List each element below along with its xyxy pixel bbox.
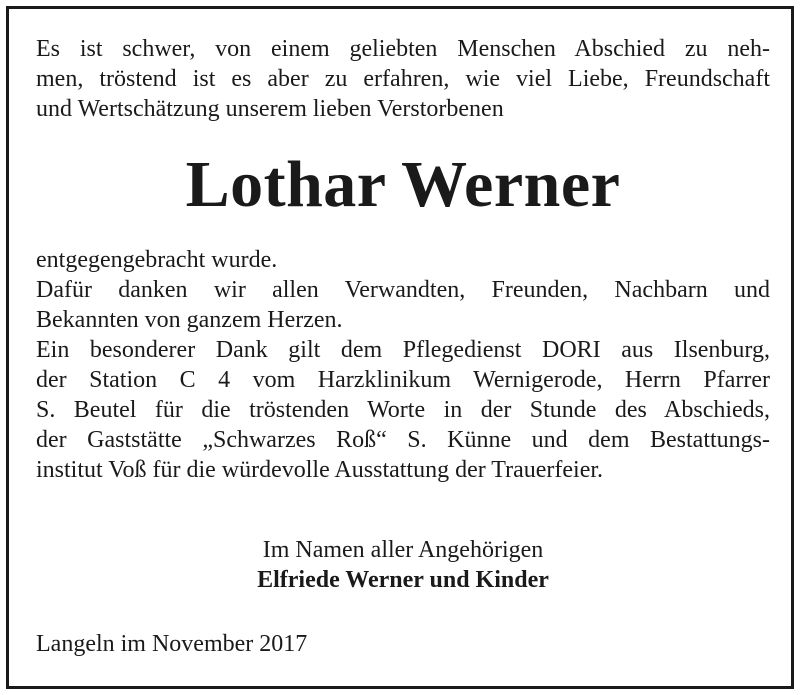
body-line-4: Ein besonderer Dank gilt dem Pflegedienst DORI aus Ilsenburg, — [36, 337, 770, 363]
signature-line-1: Im Namen aller Angehörigen — [262, 537, 544, 563]
intro-line-1: Es ist schwer, von einem geliebten Menschen Abschied zu neh- — [36, 36, 770, 62]
signature-line-2: Elfriede Werner und Kinder — [257, 567, 549, 593]
obituary-notice — [6, 6, 794, 689]
deceased-name: Lothar Werner — [185, 148, 621, 221]
body-line-5: der Station C 4 vom Harzklinikum Wernigerode, Herrn Pfarrer — [36, 367, 770, 393]
body-line-7: der Gaststätte „Schwarzes Roß“ S. Künne und dem Bestattungs- — [36, 427, 770, 453]
body-line-3: Bekannten von ganzem Herzen. — [36, 307, 343, 333]
body-line-6: S. Beutel für die tröstenden Worte in der Stunde des Abschieds, — [36, 397, 770, 423]
intro-line-2: men, tröstend ist es aber zu erfahren, wie viel Liebe, Freundschaft — [36, 66, 770, 92]
intro-line-3: und Wertschätzung unserem lieben Verstorbenen — [36, 96, 504, 122]
place-date: Langeln im November 2017 — [36, 631, 308, 657]
body-line-1: entgegengebracht wurde. — [36, 247, 278, 273]
body-line-8: institut Voß für die würdevolle Ausstattung der Trauerfeier. — [36, 457, 604, 483]
body-line-2: Dafür danken wir allen Verwandten, Freunden, Nachbarn und — [36, 277, 770, 303]
